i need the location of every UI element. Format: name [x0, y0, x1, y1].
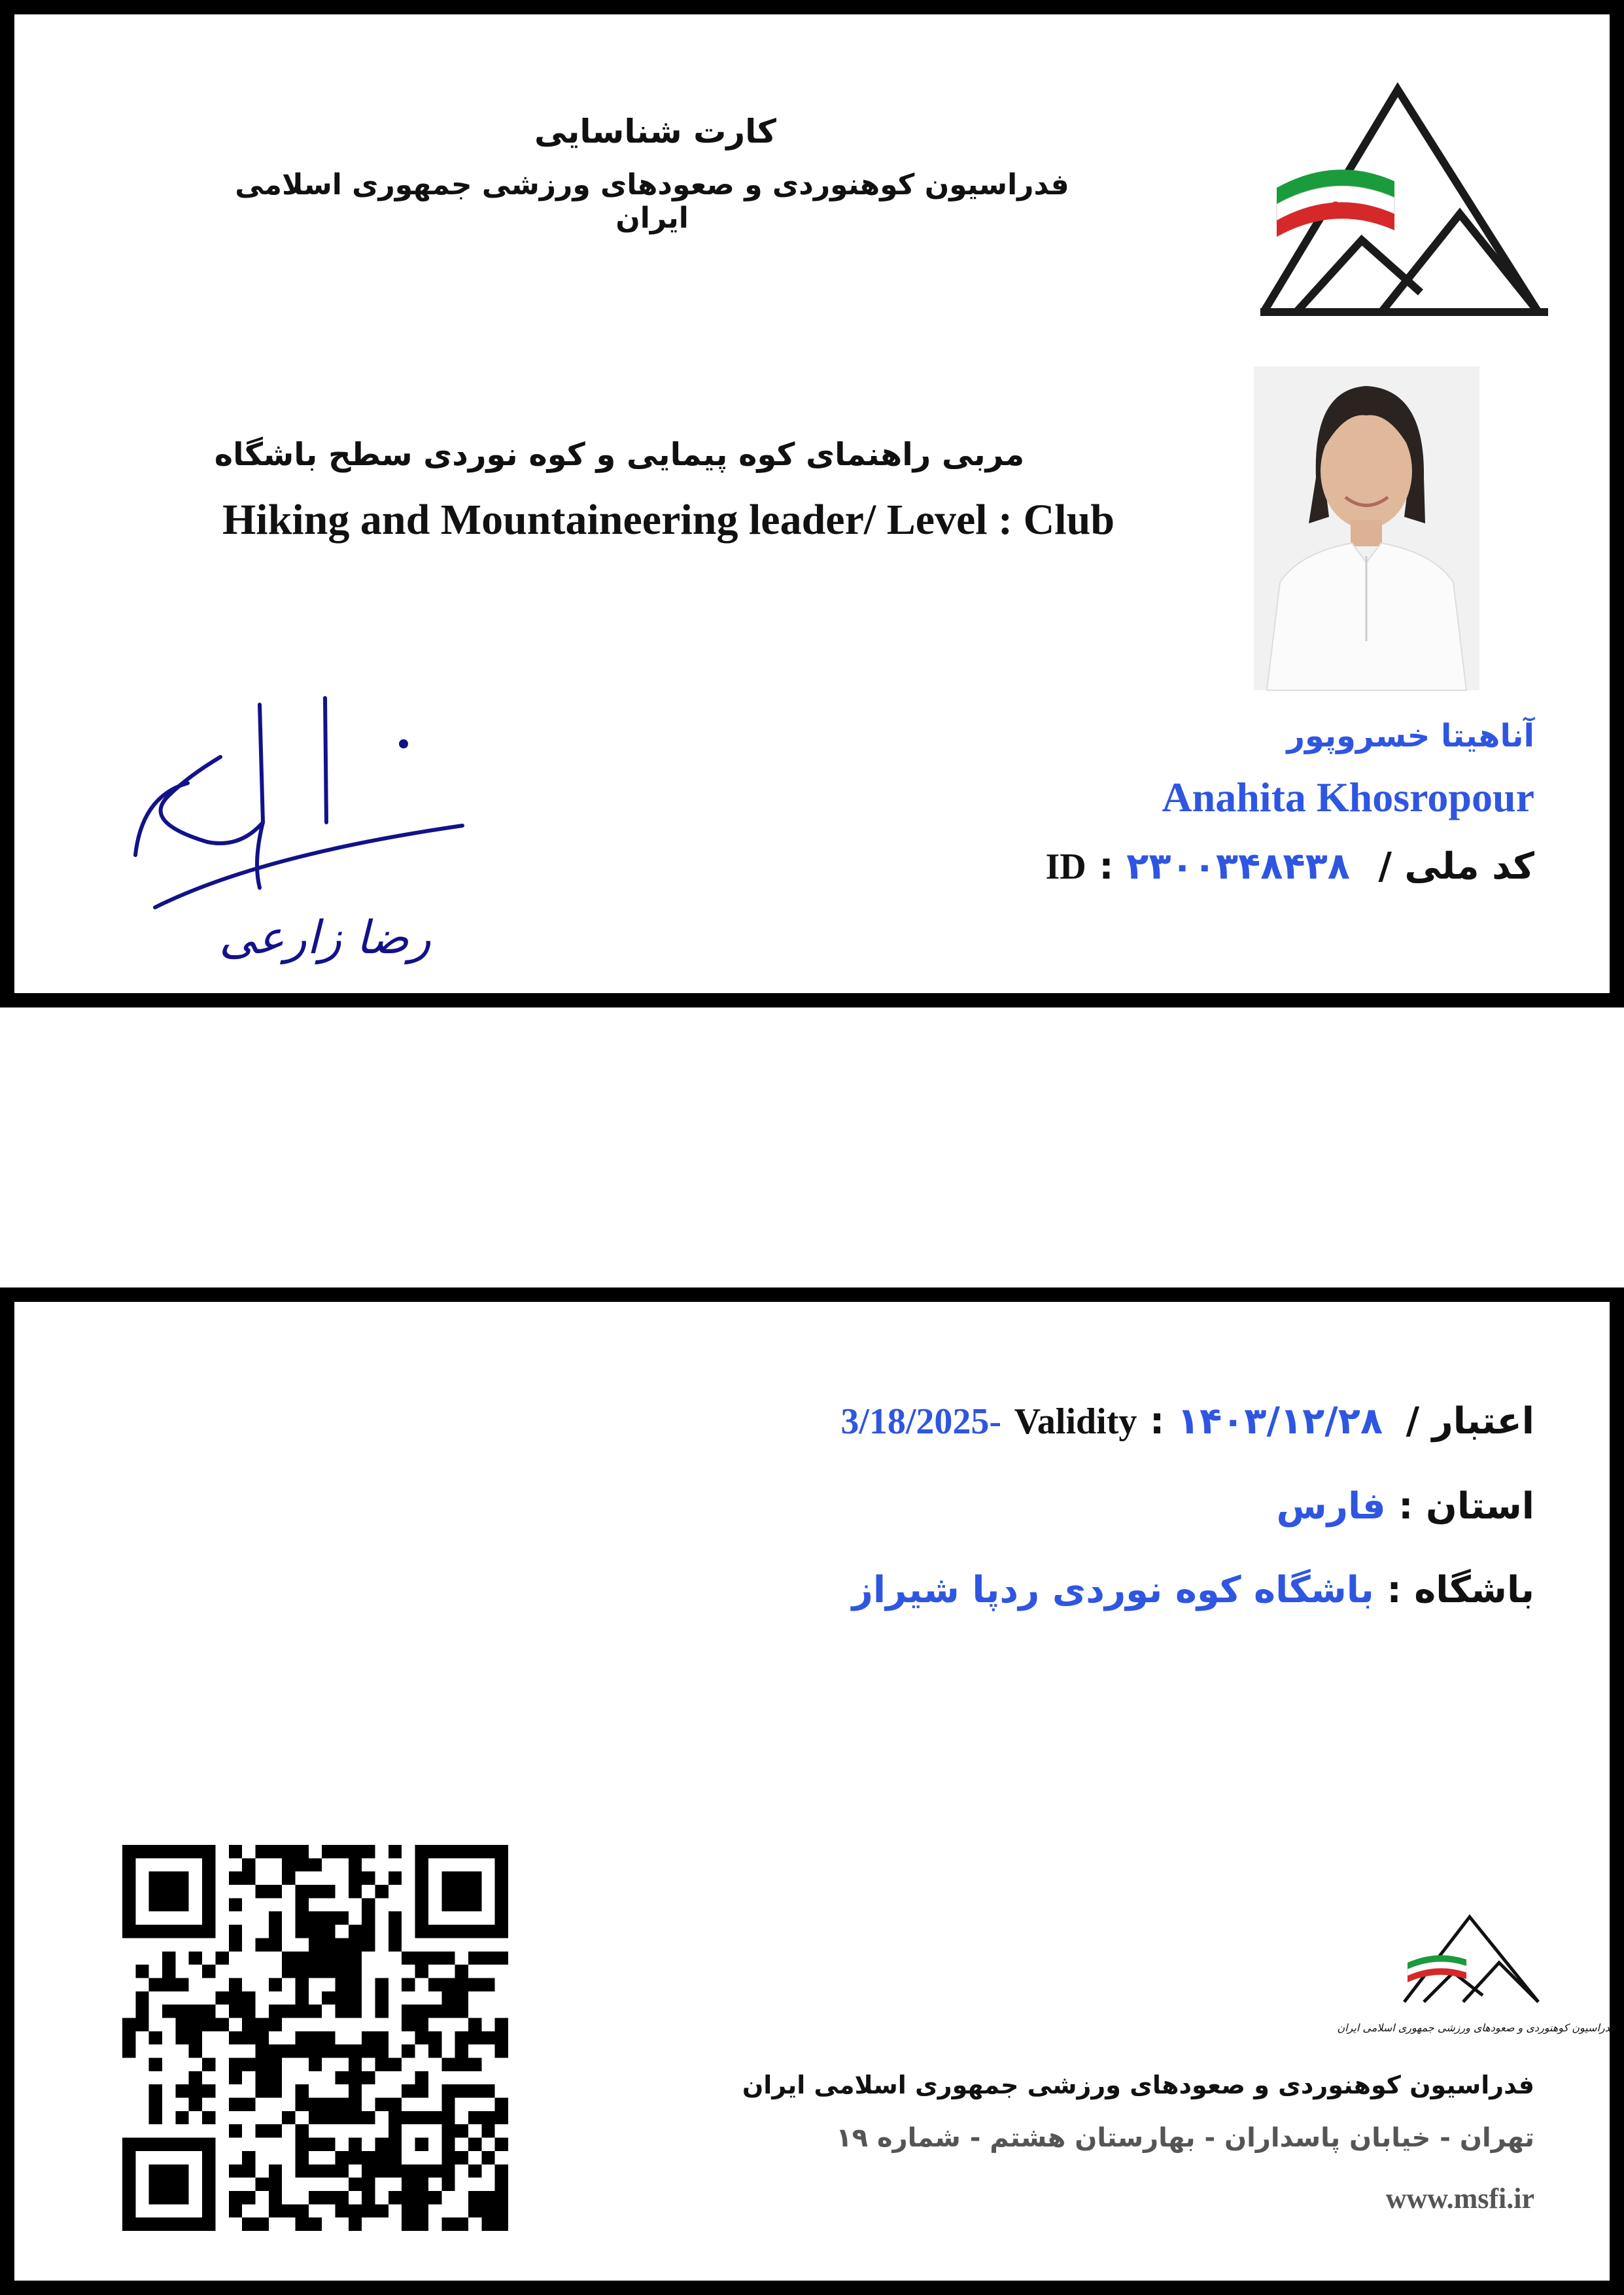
province-value: فارس	[1276, 1485, 1386, 1528]
holder-name-persian: آناهیتا خسروپور	[1287, 718, 1534, 754]
role-english: Hiking and Mountaineering leader/ Level : Club	[222, 496, 1115, 544]
id-card-front	[0, 0, 1624, 1007]
club-label: باشگاه :	[1387, 1569, 1534, 1611]
id-card-back	[0, 1288, 1624, 2295]
validity-date-english: 3/18/2025-	[840, 1401, 1002, 1442]
validity-label-persian: اعتبار /	[1406, 1400, 1534, 1443]
validity-label-english: Validity	[1014, 1401, 1137, 1442]
logo-caption: فدراسیون کوهنوردی و صعودهای ورزشی جمهوری اسلامی ایران	[1337, 2022, 1615, 2034]
validity-separator: :	[1149, 1400, 1165, 1443]
province-row	[1276, 1485, 1534, 1528]
footer-address: تهران - خیابان پاسداران - بهارستان هشتم - شماره ۱۹	[836, 2123, 1534, 2153]
id-label-persian: کد ملی /	[1378, 845, 1534, 888]
signature-name: رضا زارعی	[219, 911, 431, 964]
club-value: باشگاه کوه نوردی ردپا شیراز	[852, 1569, 1374, 1611]
role-persian: مربی راهنمای کوه پیمایی و کوه نوردی سطح باشگاه	[214, 436, 1025, 473]
mountain-flag-logo-icon	[1257, 77, 1558, 325]
national-id-value: ۲۳۰۰۳۴۸۴۳۸	[1126, 845, 1350, 888]
validity-date-persian: ۱۴۰۳/۱۲/۲۸	[1177, 1400, 1383, 1443]
person-portrait-icon	[1254, 366, 1479, 690]
qr-code-icon[interactable]	[122, 1845, 508, 2231]
validity-row	[840, 1400, 1534, 1443]
federation-logo-icon	[1337, 1910, 1615, 2054]
holder-name-english: Anahita Khosropour	[1162, 774, 1534, 820]
id-separator: :	[1099, 845, 1114, 888]
id-label-english: ID	[1045, 847, 1086, 887]
footer-website-link[interactable]: www.msfi.ir	[1385, 2182, 1534, 2215]
footer-federation-name: فدراسیون کوهنوردی و صعودهای ورزشی جمهوری اسلامی ایران	[742, 2071, 1534, 2099]
national-id-row	[1046, 845, 1534, 888]
card-title: کارت شناسایی	[534, 113, 776, 150]
club-row	[852, 1569, 1534, 1611]
federation-name: فدراسیون کوهنوردی و صعودهای ورزشی جمهوری اسلامی ایران	[235, 168, 1069, 235]
signature-icon	[129, 692, 469, 966]
province-label: استان :	[1398, 1485, 1534, 1528]
